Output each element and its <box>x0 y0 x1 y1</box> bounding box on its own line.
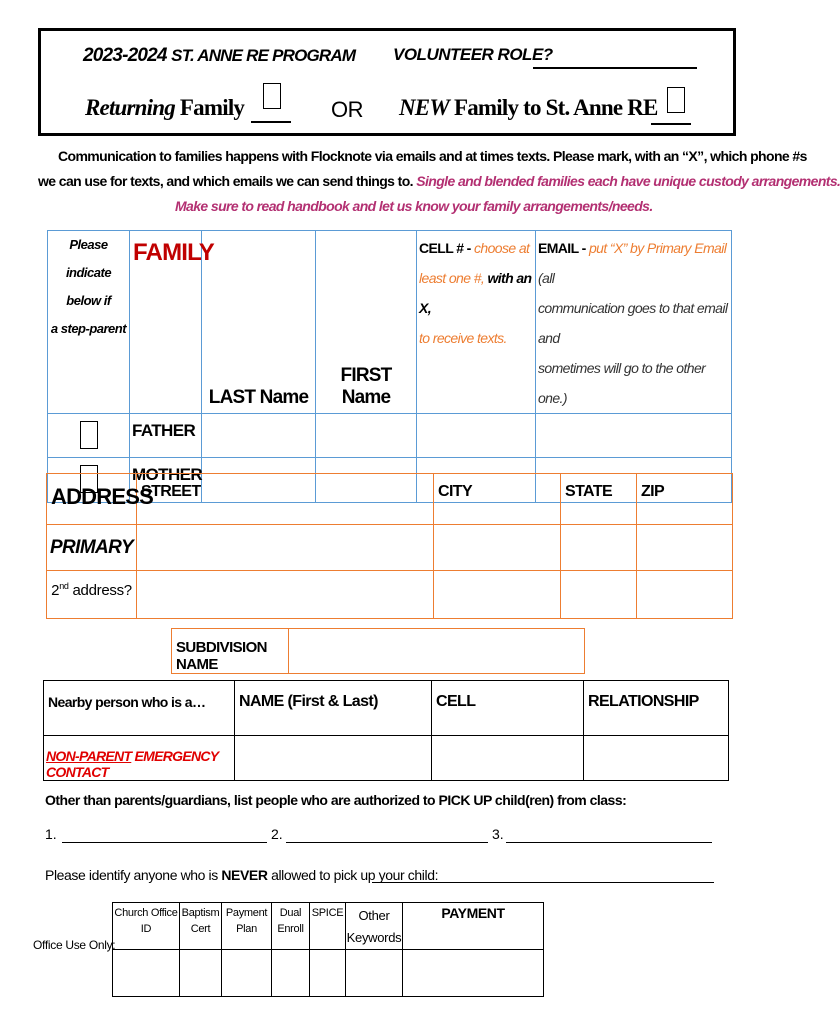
baptism-cert-field[interactable] <box>180 950 222 997</box>
intro-line-2 <box>38 173 840 189</box>
new-family-label <box>399 95 658 121</box>
never-bold: NEVER <box>221 867 268 883</box>
table-row <box>44 736 729 781</box>
street-header: STREET <box>137 474 434 525</box>
primary-address-label: PRIMARY <box>47 525 137 571</box>
second-address-label <box>47 571 137 619</box>
returning-family-underline <box>251 121 291 123</box>
stepparent-note-line: below if <box>66 293 111 308</box>
cell-header-line <box>419 233 533 263</box>
baptism-cert-line: Cert <box>190 923 211 935</box>
volunteer-role-field[interactable] <box>533 67 697 69</box>
new-emph: NEW <box>399 95 450 120</box>
nearby-person-header: Nearby person who is a… <box>44 681 235 736</box>
intro-line-3: Make sure to read handbook and let us know your family arrangements/needs. <box>175 198 653 214</box>
family-header-cell <box>130 231 214 414</box>
payment-plan-header <box>222 903 272 950</box>
dual-enroll-field[interactable] <box>272 950 310 997</box>
father-first-name-field[interactable] <box>316 414 417 458</box>
second-zip-field[interactable] <box>637 571 733 619</box>
church-office-id-line: ID <box>140 923 152 935</box>
spice-header: SPICE <box>310 903 346 950</box>
church-office-id-field[interactable] <box>113 950 180 997</box>
pickup-heading: Other than parents/guardians, list people who are authorized to PICK UP child(ren) from class: <box>45 792 627 808</box>
address-table <box>46 473 733 619</box>
program-title <box>83 45 355 67</box>
address-label: ADDRESS <box>47 474 137 525</box>
cell-orange-1: choose at <box>474 240 530 256</box>
cell-orange-2: least one #, <box>419 270 485 286</box>
other-keywords-field[interactable] <box>346 950 403 997</box>
father-last-name-field[interactable] <box>202 414 316 458</box>
second-city-field[interactable] <box>434 571 561 619</box>
zip-header: ZIP <box>637 474 733 525</box>
returning-emph: Returning <box>85 95 175 120</box>
nonparent-rest: EMERGENCY CONTACT <box>46 748 219 780</box>
pickup-person-2-field[interactable] <box>286 842 488 843</box>
payment-plan-field[interactable] <box>222 950 272 997</box>
or-label: OR <box>331 97 363 122</box>
stepparent-note <box>48 231 130 414</box>
returning-family-checkbox[interactable] <box>263 83 281 109</box>
city-header: CITY <box>434 474 561 525</box>
emergency-cell-field[interactable] <box>432 736 584 781</box>
father-stepparent-checkbox[interactable] <box>80 421 98 449</box>
other-keywords-header <box>346 903 403 950</box>
church-office-id-header <box>113 903 180 950</box>
second-rest: address? <box>68 582 132 599</box>
primary-city-field[interactable] <box>434 525 561 571</box>
stepparent-note-line: Please indicate <box>65 237 112 280</box>
program-name: ST. ANNE RE PROGRAM <box>171 46 356 65</box>
email-gray-1: (all <box>538 270 555 286</box>
first-name-header: FIRST Name <box>316 231 417 414</box>
never-pickup-field[interactable] <box>372 882 714 883</box>
primary-zip-field[interactable] <box>637 525 733 571</box>
dual-enroll-line: Enroll <box>277 923 304 935</box>
email-header <box>536 231 732 414</box>
table-row <box>47 571 733 619</box>
email-header-line <box>538 233 729 293</box>
program-year: 2023-2024 <box>83 45 167 66</box>
table-row <box>47 525 733 571</box>
cell-orange-3: to receive texts. <box>419 330 507 346</box>
baptism-cert-header <box>180 903 222 950</box>
second-num: 2 <box>51 582 60 599</box>
returning-family-label <box>85 95 244 121</box>
second-sup: nd <box>59 581 69 591</box>
email-bold: EMAIL - <box>538 240 589 256</box>
primary-state-field[interactable] <box>561 525 637 571</box>
pickup-number-1: 1. <box>45 826 57 842</box>
dual-enroll-header <box>272 903 310 950</box>
new-family-checkbox[interactable] <box>667 87 685 113</box>
subdivision-field[interactable] <box>289 629 585 674</box>
father-label: FATHER <box>130 414 202 458</box>
returning-rest: Family <box>174 95 245 120</box>
father-email-field[interactable] <box>536 414 732 458</box>
table-row <box>48 414 732 458</box>
subdivision-table <box>171 628 585 674</box>
cell-bold: CELL # <box>419 240 464 256</box>
cell-header-line <box>419 323 533 353</box>
volunteer-role-label: VOLUNTEER ROLE? <box>393 45 553 64</box>
intro-line-2-plain: we can use for texts, and which emails we can send things to. <box>38 173 413 189</box>
payment-header: PAYMENT <box>403 903 544 950</box>
cell-header-line <box>419 263 533 323</box>
pickup-person-1-field[interactable] <box>62 842 267 843</box>
never-post: allowed to pick up your child: <box>267 867 439 883</box>
cell-header: CELL <box>432 681 584 736</box>
email-orange: put “X” by Primary Email <box>588 240 727 256</box>
new-rest: Family to St. Anne RE <box>449 95 658 120</box>
relationship-header: RELATIONSHIP <box>584 681 729 736</box>
pickup-person-3-field[interactable] <box>506 842 712 843</box>
cell-sep: - <box>463 240 475 256</box>
name-header: NAME (First & Last) <box>235 681 432 736</box>
subdivision-label: SUBDIVISION NAME <box>172 629 289 674</box>
header-box <box>38 28 736 136</box>
dual-enroll-line: Dual <box>279 907 302 919</box>
email-gray-3: sometimes will go to the other one.) <box>538 360 706 406</box>
pickup-number-3: 3. <box>492 826 504 842</box>
intro-line-2-emph: Single and blended families each have unique custody arrangements. <box>416 173 840 189</box>
last-name-header: LAST Name <box>202 231 316 414</box>
nonparent-underlined: NON-PARENT <box>46 748 132 764</box>
pickup-number-2: 2. <box>271 826 283 842</box>
state-header: STATE <box>561 474 637 525</box>
church-office-id-line: Church Office <box>114 907 178 919</box>
table-row <box>113 950 544 997</box>
payment-field[interactable] <box>403 950 544 997</box>
emergency-relationship-field[interactable] <box>584 736 729 781</box>
mother-label: MOTHER <box>130 458 202 503</box>
primary-street-field[interactable] <box>137 525 434 571</box>
payment-plan-line: Payment <box>225 907 268 919</box>
emergency-contact-table <box>43 680 729 781</box>
new-family-underline <box>651 123 691 125</box>
email-gray-2: communication goes to that email and <box>538 300 728 346</box>
second-state-field[interactable] <box>561 571 637 619</box>
never-pre: Please identify anyone who is <box>45 867 222 883</box>
father-cell-field[interactable] <box>417 414 536 458</box>
office-use-label: Office Use Only: <box>33 938 116 952</box>
family-label: FAMILY <box>133 239 214 266</box>
office-use-table <box>112 902 544 997</box>
cell-header <box>417 231 536 414</box>
emergency-name-field[interactable] <box>235 736 432 781</box>
other-keywords-line: Other <box>358 908 390 923</box>
never-pickup-label <box>45 867 438 883</box>
baptism-cert-line: Baptism <box>181 907 220 919</box>
stepparent-note-line: a step-parent <box>50 321 127 336</box>
father-stepparent-cell <box>48 414 130 458</box>
cell-bold-2: with an X, <box>419 270 532 316</box>
nonparent-emergency-label <box>44 736 235 781</box>
other-keywords-line: Keywords <box>346 930 402 945</box>
intro-line-1: Communication to families happens with Flocknote via emails and at times texts. Please mark, with an “X”, which phone #s <box>58 148 807 164</box>
second-street-field[interactable] <box>137 571 434 619</box>
payment-plan-line: Plan <box>236 923 257 935</box>
family-table <box>47 230 732 503</box>
spice-field[interactable] <box>310 950 346 997</box>
